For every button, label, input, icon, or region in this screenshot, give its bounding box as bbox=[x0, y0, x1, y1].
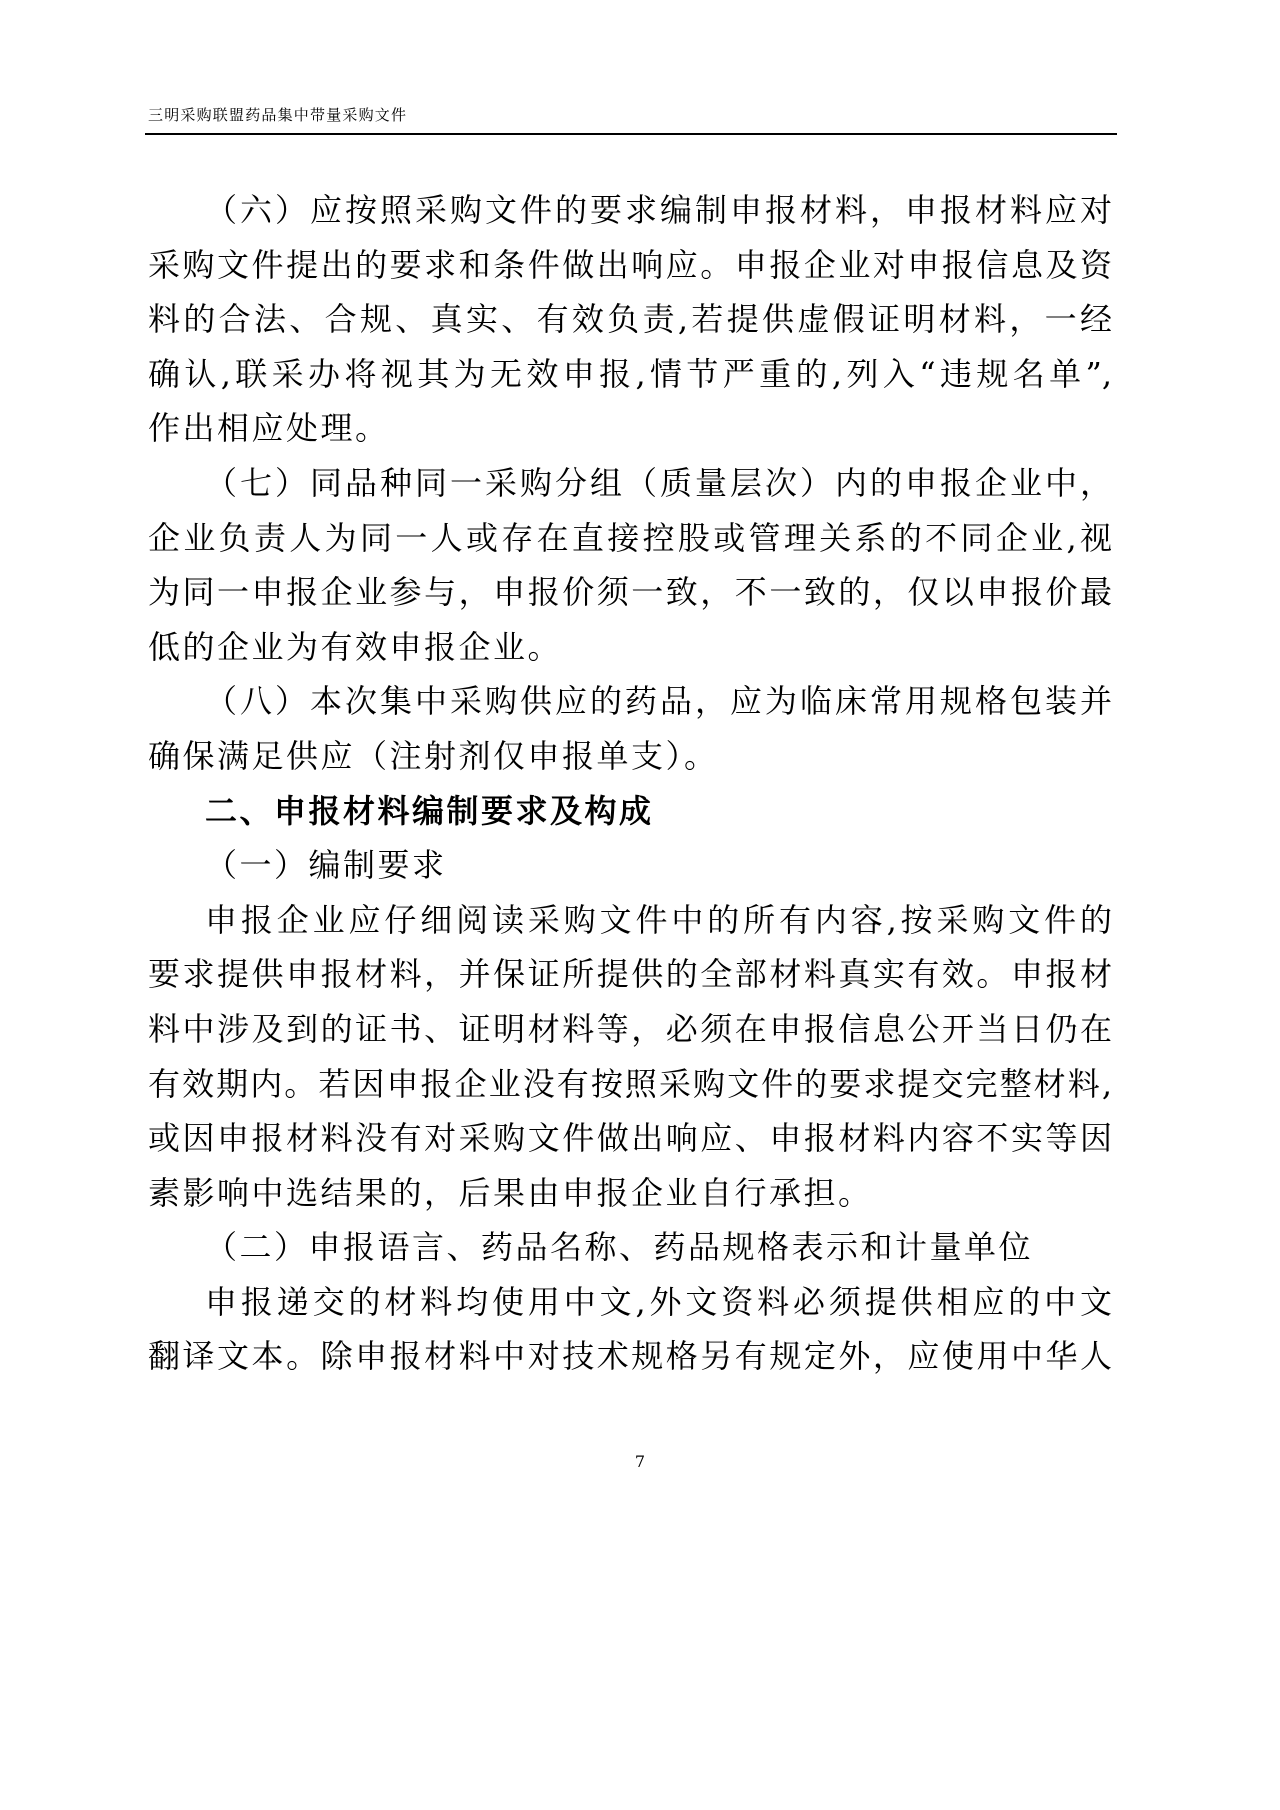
document-body bbox=[148, 183, 1112, 1384]
body-line: 确保满足供应（注射剂仅申报单支）。 bbox=[148, 736, 719, 775]
body-line: 翻译文本。除申报材料中对技术规格另有规定外，应使用中华人 bbox=[148, 1337, 1112, 1376]
body-line: 为同一申报企业参与，申报价须一致，不一致的，仅以申报价最 bbox=[148, 573, 1112, 612]
body-line: 要求提供申报材料，并保证所提供的全部材料真实有效。申报材 bbox=[148, 955, 1112, 994]
body-line: 确认,联采办将视其为无效申报,情节严重的,列入“违规名单”, bbox=[148, 354, 1112, 393]
subsection-heading: （一）编制要求 bbox=[205, 846, 447, 885]
body-line: 料中涉及到的证书、证明材料等，必须在申报信息公开当日仍在 bbox=[148, 1009, 1112, 1048]
body-line: 素影响中选结果的，后果由申报企业自行承担。 bbox=[148, 1173, 873, 1212]
body-line: 料的合法、合规、真实、有效负责,若提供虚假证明材料，一经 bbox=[148, 300, 1112, 339]
body-line: 作出相应处理。 bbox=[148, 409, 390, 448]
body-line: （八）本次集中采购供应的药品，应为临床常用规格包装并 bbox=[205, 682, 1112, 721]
body-line: 低的企业为有效申报企业。 bbox=[148, 627, 563, 666]
body-line: 或因申报材料没有对采购文件做出响应、申报材料内容不实等因 bbox=[148, 1119, 1112, 1158]
header-rule bbox=[145, 133, 1117, 135]
page-number: 7 bbox=[634, 1452, 646, 1471]
body-line: 采购文件提出的要求和条件做出响应。申报企业对申报信息及资 bbox=[148, 245, 1112, 284]
body-line: （七）同品种同一采购分组（质量层次）内的申报企业中， bbox=[205, 463, 1112, 502]
subsection-heading: （二）申报语言、药品名称、药品规格表示和计量单位 bbox=[205, 1228, 1034, 1267]
section-heading: 二、申报材料编制要求及构成 bbox=[205, 791, 654, 830]
body-line: 申报企业应仔细阅读采购文件中的所有内容,按采购文件的 bbox=[205, 900, 1112, 939]
body-line: （六）应按照采购文件的要求编制申报材料，申报材料应对 bbox=[205, 191, 1112, 229]
body-line: 申报递交的材料均使用中文,外文资料必须提供相应的中文 bbox=[205, 1282, 1112, 1321]
running-header-title: 三明采购联盟药品集中带量采购文件 bbox=[148, 106, 408, 124]
body-line: 有效期内。若因申报企业没有按照采购文件的要求提交完整材料, bbox=[148, 1064, 1112, 1103]
body-line: 企业负责人为同一人或存在直接控股或管理关系的不同企业,视 bbox=[148, 518, 1112, 557]
